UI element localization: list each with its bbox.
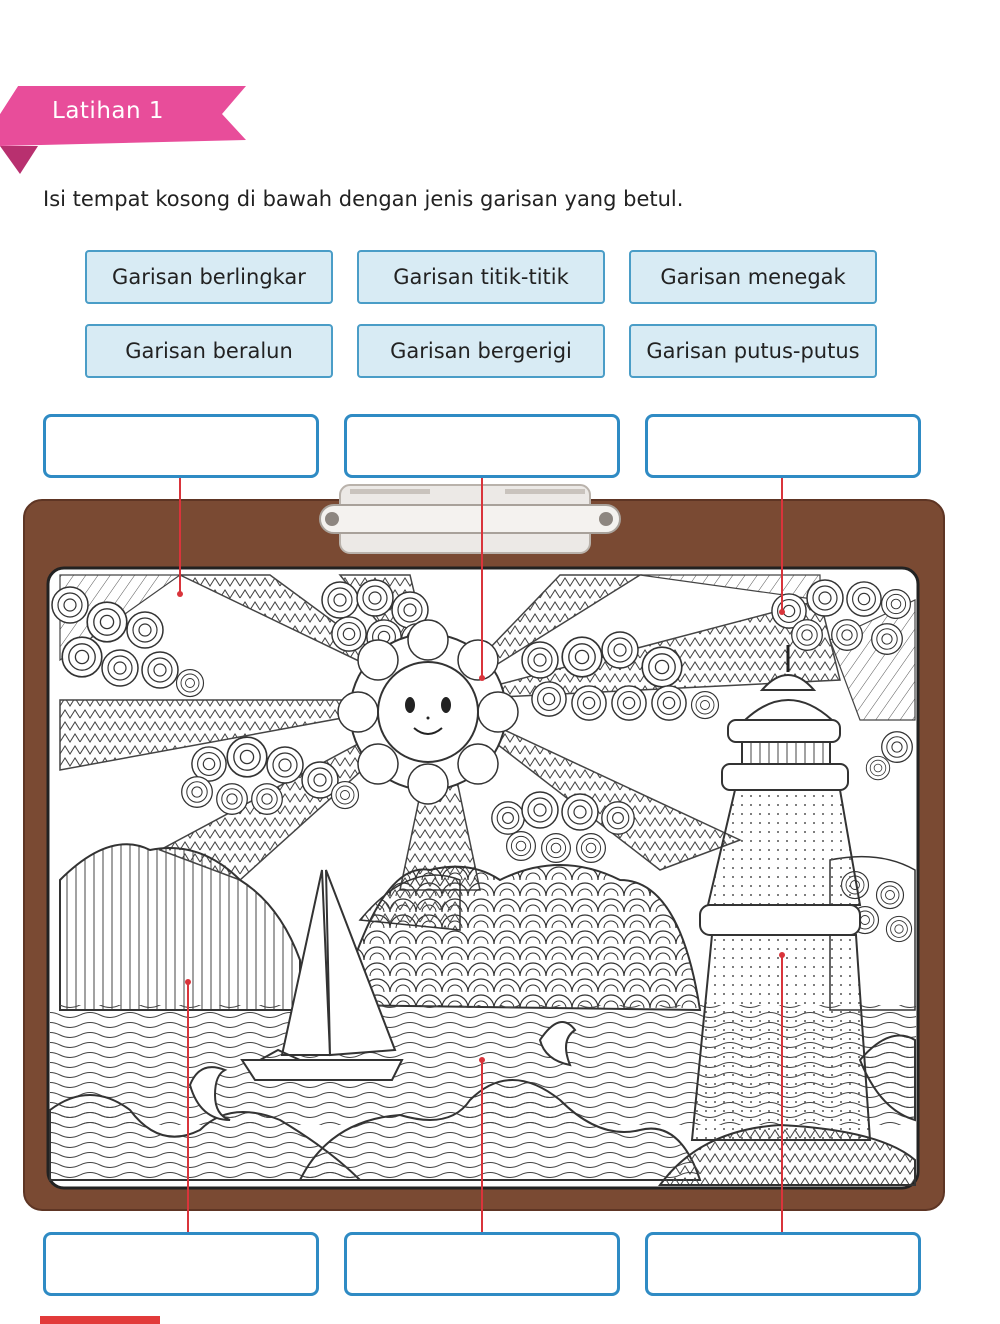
word-option-menegak[interactable]: Garisan menegak bbox=[629, 250, 877, 304]
answer-box-bottom-right[interactable] bbox=[645, 1232, 921, 1296]
answer-box-top-middle[interactable] bbox=[344, 414, 620, 478]
exercise-title: Latihan 1 bbox=[52, 98, 165, 124]
word-option-titik-titik[interactable]: Garisan titik-titik bbox=[357, 250, 605, 304]
answer-box-bottom-middle[interactable] bbox=[344, 1232, 620, 1296]
word-option-putus-putus[interactable]: Garisan putus-putus bbox=[629, 324, 877, 378]
answer-box-top-left[interactable] bbox=[43, 414, 319, 478]
answer-box-top-right[interactable] bbox=[645, 414, 921, 478]
word-option-beralun[interactable]: Garisan beralun bbox=[85, 324, 333, 378]
sun-drawing bbox=[338, 620, 518, 804]
next-page-tab bbox=[40, 1316, 160, 1324]
answer-box-bottom-left[interactable] bbox=[43, 1232, 319, 1296]
word-option-bergerigi[interactable]: Garisan bergerigi bbox=[357, 324, 605, 378]
instruction-text: Isi tempat kosong di bawah dengan jenis garisan yang betul. bbox=[43, 187, 684, 211]
word-option-berlingkar[interactable]: Garisan berlingkar bbox=[85, 250, 333, 304]
